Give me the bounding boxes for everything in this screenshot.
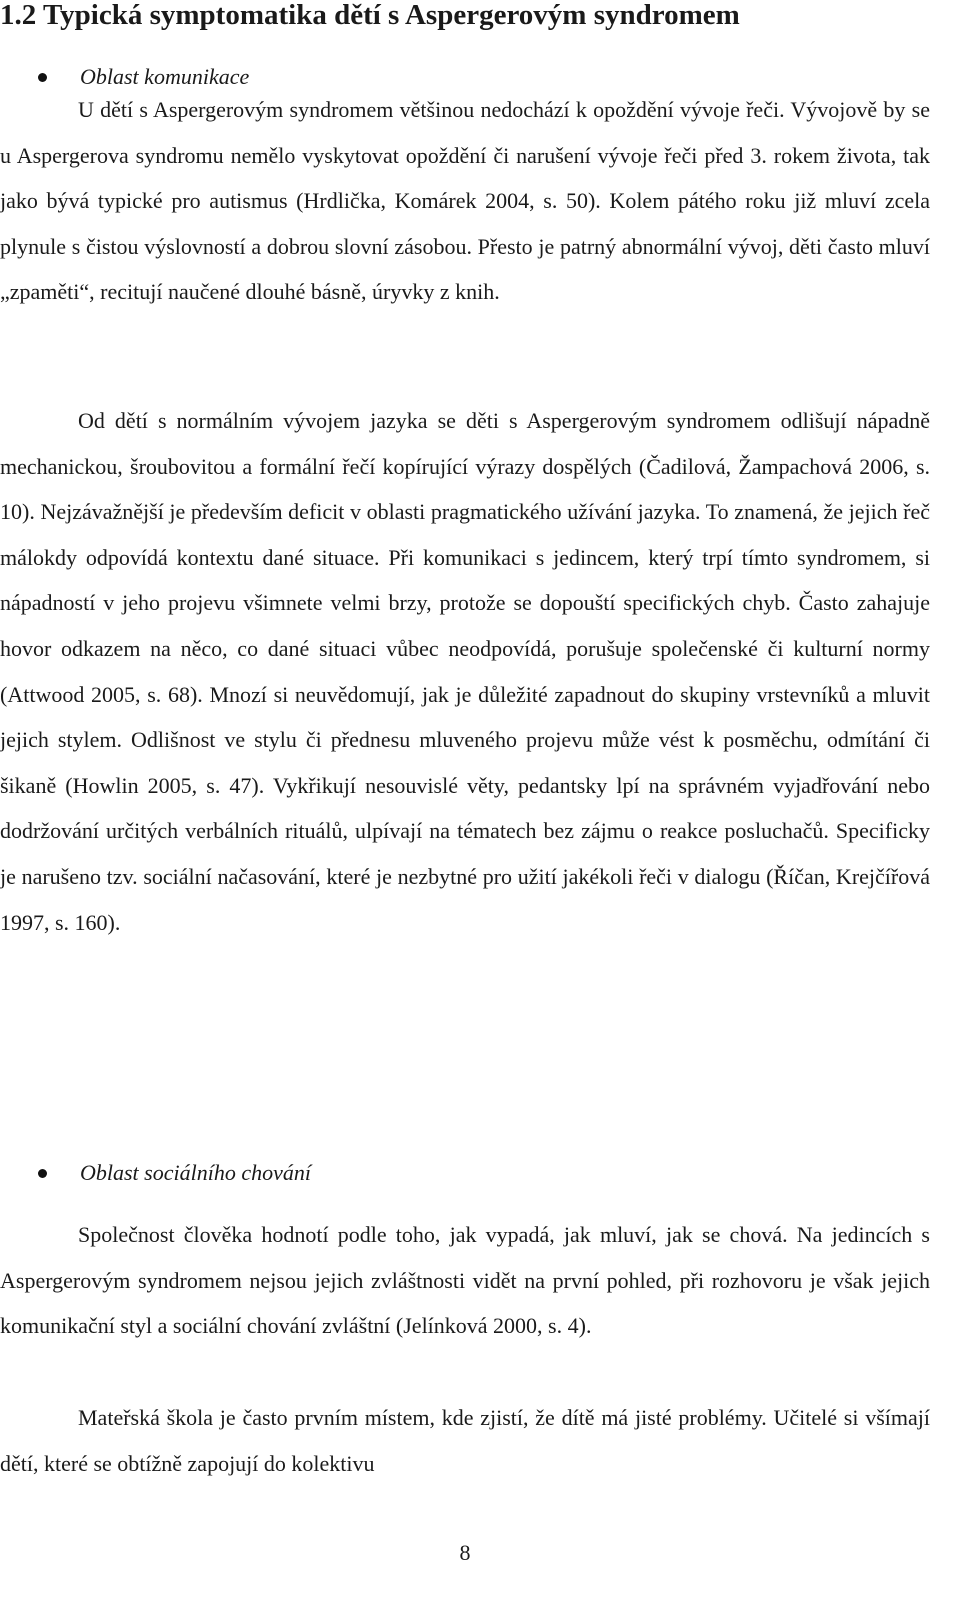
bullet-dot-icon [38, 73, 47, 82]
section-heading: 1.2 Typická symptomatika dětí s Aspergerovým syndromem [0, 0, 740, 31]
subsection-title-communication: Oblast komunikace [80, 64, 250, 89]
paragraph-text: Společnost člověka hodnotí podle toho, jak vypadá, jak mluví, jak se chová. Na jedincích s Aspergerovým syndromem nejsou jejich zvláštnosti vidět na první pohled, při rozhovoru je však jejich komunikační styl a sociální chování zvláštní (Jelínková 2000, s. 4). [0, 1222, 930, 1339]
page-number: 8 [459, 1540, 471, 1565]
paragraph-text: U dětí s Aspergerovým syndromem většinou nedochází k opoždění vývoje řeči. Vývojově by se u Aspergerova syndromu nemělo vyskytovat opoždění či narušení vývoje řeči před 3. rokem života, tak jako bývá typické pro autismus (Hrdlička, Komárek 2004, s. 50). Kolem pátého roku již mluví zcela plynule s čistou výslovností a dobrou slovní zásobou. Přesto je patrný abnormální vývoj, děti často mluví „zpaměti“, recitují naučené dlouhé básně, úryvky z knih. [0, 97, 930, 305]
paragraph-communication-2 [0, 398, 930, 945]
paragraph-text: Mateřská škola je často prvním místem, kde zjistí, že dítě má jisté problémy. Učitelé si všímají dětí, které se obtížně zapojují do kolektivu [0, 1405, 930, 1476]
paragraph-social-2 [0, 1395, 930, 1486]
bullet-social [38, 1158, 311, 1188]
paragraph-communication-1 [0, 87, 930, 315]
subsection-title-social: Oblast sociálního chování [80, 1160, 311, 1185]
paragraph-text: Od dětí s normálním vývojem jazyka se děti s Aspergerovým syndromem odlišují nápadně mechanickou, šroubovitou a formální řečí kopírující výrazy dospělých (Čadilová, Žampachová 2006, s. 10). Nejzávažnější je především deficit v oblasti pragmatického užívání jazyka. To znamená, že jejich řeč málokdy odpovídá kontextu dané situace. Při komunikaci s jedincem, který trpí tímto syndromem, si nápadností v jeho projevu všimnete velmi brzy, protože se dopouští specifických chyb. Často zahajuje hovor odkazem na něco, co dané situaci vůbec neodpovídá, porušuje společenské či kulturní normy (Attwood 2005, s. 68). Mnozí si neuvědomují, jak je důležité zapadnout do skupiny vrstevníků a mluvit jejich stylem. Odlišnost ve stylu či přednesu mluveného projevu může vést k posměchu, odmítání či šikaně (Howlin 2005, s. 47). Vykřikují nesouvislé věty, pedantsky lpí na správném vyjadřování nebo dodržování určitých verbálních rituálů, ulpívají na tématech bez zájmu o reakce posluchačů. Specificky je narušeno tzv. sociální načasování, které je nezbytné pro užití jakékoli řeči v dialogu (Říčan, Krejčířová 1997, s. 160). [0, 408, 930, 935]
bullet-dot-icon [38, 1169, 47, 1178]
paragraph-social-1 [0, 1212, 930, 1349]
